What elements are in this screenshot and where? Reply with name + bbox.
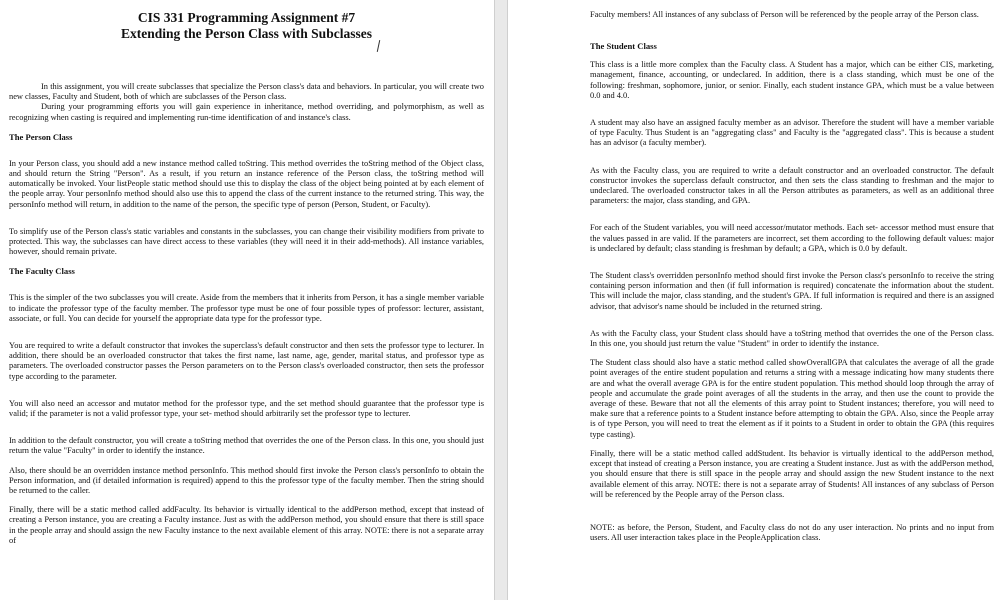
- page-subtitle: Extending the Person Class with Subclasses: [121, 26, 372, 41]
- note-paragraph: NOTE: as before, the Person, Student, and Faculty class do not do any user interaction. No prints and no input from users. All user interaction takes place in the PeopleApplication class.: [590, 522, 994, 543]
- faculty-paragraph-2: You are required to write a default constructor that invokes the superclass's default constructor and then sets the professor type to lecturer. In addition, there should be an overloaded constructor that takes the first name, last name, age, gender, marital status, and professor type as parameters. The overloaded constructor passes the Person parameters on to the Person class's overloaded constructor, then sets the professor type according to the parameter.: [9, 341, 484, 381]
- student-paragraph-7: The Student class should also have a static method called showOverallGPA that calculates the average of all the grade point averages of the entire student population and returns a string with a message indicating how many students there are and what the overall average GPA is for the entire student population. This method should loop through the array of people and accumulate the grade point averages of all the students in the array, and then use the count to provide the average of these. Beware that not all the elements of this array point to Student instances; therefore, you will need to make sure that a reference points to a Student instance before attempting to obtain the GPA. Also, since the People array is of type Person, you will need to treat the element as if it points to a Student in order to obtain the GPA (this requires type casting).: [590, 358, 994, 439]
- page-title: CIS 331 Programming Assignment #7: [137, 10, 356, 25]
- student-paragraph-4: For each of the Student variables, you will need accessor/mutator methods. Each set- accessor method must ensure that the values passed in are valid. If the parameters are incorrect, set them according to the following default values: major is undeclared by default; class standing is freshman by default; a GPA, which is 0.0 by default.: [590, 223, 994, 253]
- faculty-paragraph-6: Finally, there will be a static method called addFaculty. Its behavior is virtually identical to the addPerson method, except that instead of creating a Person instance, you are creating a Faculty instance. Just as with the addPerson method, you should ensure that there is still space in the people array and should assign the new Faculty instance to the next available element of this array. NOTE: there is not a separate array of: [9, 505, 484, 545]
- student-paragraph-5: The Student class's overridden personInfo method should first invoke the Person class's personInfo to receive the string containing person information and then (if full information is required) concatenate the information about the student. This will include the major, class standing, and the student's GPA. If full information is required and there is an assigned advisor, that advisor's name should be included in the returned string.: [590, 271, 994, 311]
- heading-person-class: The Person Class: [9, 131, 73, 142]
- student-paragraph-2: A student may also have an assigned faculty member as an advisor. Therefore the student will have a member variable of type Faculty. Thus Student is an "aggregating class" and Faculty is the "aggregated class". This is because a student has an advisor (a faculty member).: [590, 118, 994, 148]
- intro-paragraph-1: In this assignment, you will create subclasses that specialize the Person class's data and behaviors. In particular, you will create two new classes, Faculty and Student, both of which are subclasses of the Person class.: [9, 82, 484, 102]
- document-page-left: [0, 0, 494, 600]
- faculty-paragraph-3: You will also need an accessor and mutator method for the professor type, and the set method should guarantee that the professor type is valid; if the parameter is not a valid professor type, your set- method should arbitrarily set the professor type to lecturer.: [9, 398, 484, 419]
- heading-student-class: The Student Class: [590, 41, 657, 52]
- faculty-paragraph-4: In addition to the default constructor, you will create a toString method that overrides the one of the Person class. In this one, you should just return the value "Faculty" in order to identify the instance.: [9, 436, 484, 456]
- student-paragraph-1: This class is a little more complex than the Faculty class. A Student has a major, which can be either CIS, marketing, management, finance, accounting, or undeclared. In addition, there is a class standing, which must be one of the following: freshman, sophomore, junior, or senior. Finally, each student instance GPA, which must be a value between 0.0 and 4.0.: [590, 60, 994, 100]
- faculty-paragraph-1: This is the simpler of the two subclasses you will create. Aside from the members that it inherits from Person, it has a single member variable to indicate the professor type of the faculty member. The professor type must be one of four possible types of professor: lecturer, assistant, associate, or full. You can decide for yourself the appropriate data type for the professor type.: [9, 293, 484, 323]
- student-paragraph-8: Finally, there will be a static method called addStudent. Its behavior is virtually identical to the addPerson method, except that instead of creating a Person instance, you are creating a Student instance. Just as with the addPerson method, you should ensure that there is still space in the people array and should assign the new Student instance to the next available element of this array. NOTE: there is not a separate array of Students! All instances of any subclass of Person will be referenced by the People array of the Person class.: [590, 448, 994, 499]
- student-paragraph-3: As with the Faculty class, you are required to write a default constructor and an overloaded constructor. The default constructor invokes the superclass default constructor, and then sets the class standing to freshman and the major to undeclared. The overloaded constructor takes in all the Person attributes as parameters, as well as an additional three parameters: the major, class standing, and GPA.: [590, 165, 994, 206]
- person-paragraph-1: In your Person class, you should add a new instance method called toString. This method overrides the toString method of the Object class, and should return the String "Person". As a result, if you return an instance reference of the Person class, the toString method will automatically be invoked. Your listPeople static method should use this to display the class of the object being pointed at by each element of the people array. Your personInfo method should also use this to append the class of the current instance to the returned string. This way, the personInfo method will return, in addition to the name of the person, the specific type of person (Person, Student, or Faculty).: [9, 158, 484, 209]
- student-paragraph-6: As with the Faculty class, your Student class should have a toString method that overrides the one of the Person class. In this one, you should just return the value "Student" in order to identify the instance.: [590, 328, 994, 349]
- faculty-paragraph-5: Also, there should be an overridden instance method personInfo. This method should first invoke the Person class's personInfo to obtain the Person information, and (if detailed information is required) append to this the professor type of the faculty member. Then the string should be returned to the caller.: [9, 465, 484, 496]
- page-gutter: [494, 0, 508, 600]
- heading-faculty-class: The Faculty Class: [9, 266, 75, 277]
- intro-paragraph-2: During your programming efforts you will gain experience in inheritance, method overriding, and polymorphism, as well as recognizing when casting is required and implementing run-time identification of and instance's class.: [9, 102, 484, 122]
- person-paragraph-2: To simplify use of the Person class's static variables and constants in the subclasses, you can change their visibility modifiers from private to protected. This way, the subclasses can have direct access to these variables (they will need it in their add-methods). All instance variables, however, should remain private.: [9, 226, 484, 257]
- document-page-right: [508, 0, 1008, 600]
- continued-paragraph: Faculty members! All instances of any subclass of Person will be referenced by the people array of the Person class.: [590, 10, 979, 19]
